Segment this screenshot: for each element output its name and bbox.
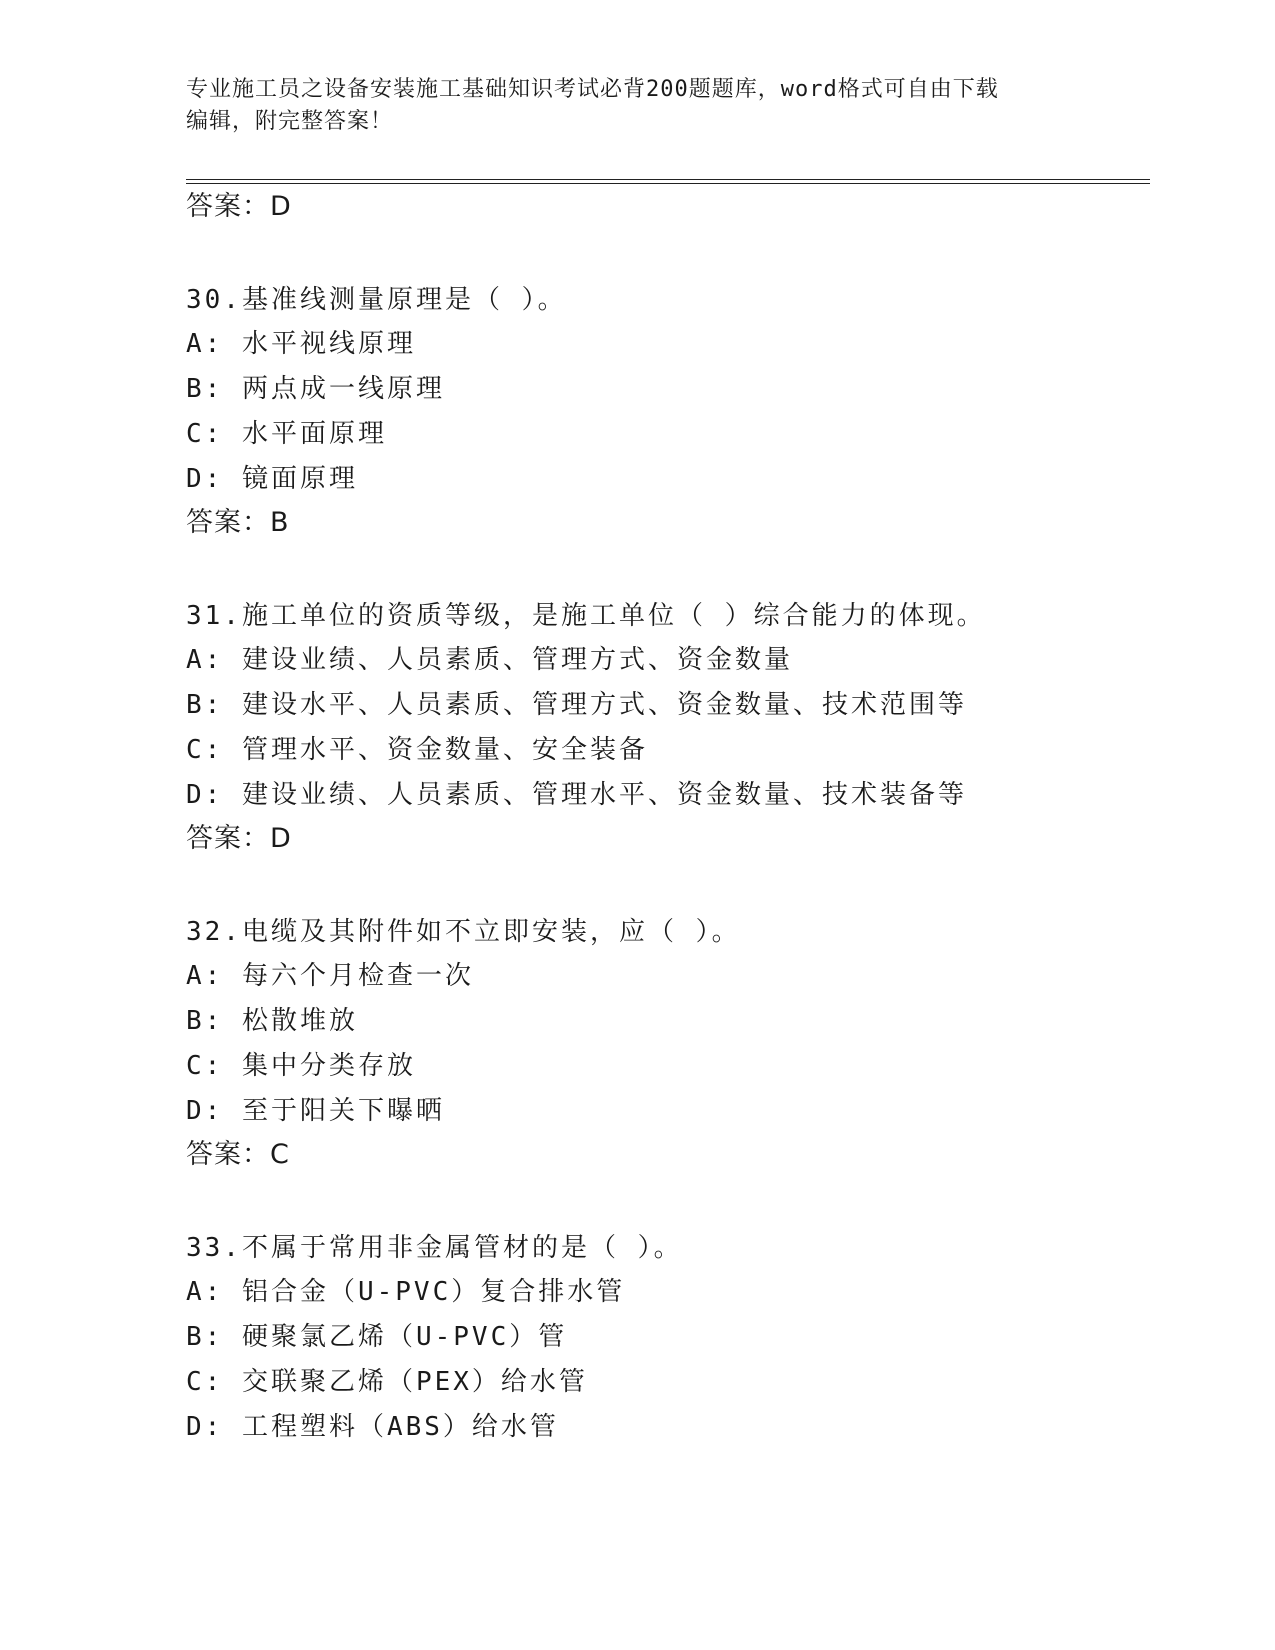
option-33-b: B: 硬聚氯乙烯（U-PVC）管 bbox=[186, 1322, 568, 1352]
option-33-d: D: 工程塑料（ABS）给水管 bbox=[186, 1412, 559, 1442]
header-divider-top bbox=[186, 179, 1150, 180]
option-32-d: D: 至于阳关下曝晒 bbox=[186, 1096, 445, 1126]
option-31-b: B: 建设水平、人员素质、管理方式、资金数量、技术范围等 bbox=[186, 690, 967, 720]
option-30-c: C: 水平面原理 bbox=[186, 419, 387, 449]
option-31-d: D: 建设业绩、人员素质、管理水平、资金数量、技术装备等 bbox=[186, 780, 967, 810]
header-line-2: 编辑，附完整答案！ bbox=[186, 109, 394, 134]
option-30-d: D: 镜面原理 bbox=[186, 464, 358, 494]
option-33-c: C: 交联聚乙烯（PEX）给水管 bbox=[186, 1367, 588, 1397]
option-32-b: B: 松散堆放 bbox=[186, 1006, 358, 1036]
option-33-a: A: 铝合金（U-PVC）复合排水管 bbox=[186, 1277, 626, 1307]
answer-32: 答案：C bbox=[186, 1139, 290, 1170]
option-30-b: B: 两点成一线原理 bbox=[186, 374, 445, 404]
option-30-a: A: 水平视线原理 bbox=[186, 329, 416, 359]
document-header bbox=[186, 74, 1086, 138]
question-31: 31.施工单位的资质等级，是施工单位（ ）综合能力的体现。 bbox=[186, 601, 986, 631]
answer-29: 答案：D bbox=[186, 191, 292, 222]
header-divider-bottom bbox=[186, 183, 1150, 184]
answer-30: 答案：B bbox=[186, 507, 290, 538]
option-32-a: A: 每六个月检查一次 bbox=[186, 961, 474, 991]
option-32-c: C: 集中分类存放 bbox=[186, 1051, 416, 1081]
header-line-1: 专业施工员之设备安装施工基础知识考试必背200题题库，word格式可自由下载 bbox=[186, 77, 999, 102]
question-32: 32.电缆及其附件如不立即安装，应（ ）。 bbox=[186, 917, 741, 947]
question-33: 33.不属于常用非金属管材的是（ ）。 bbox=[186, 1233, 683, 1263]
option-31-c: C: 管理水平、资金数量、安全装备 bbox=[186, 735, 648, 765]
question-30: 30.基准线测量原理是（ ）。 bbox=[186, 285, 567, 315]
option-31-a: A: 建设业绩、人员素质、管理方式、资金数量 bbox=[186, 645, 793, 675]
answer-31: 答案：D bbox=[186, 823, 292, 854]
